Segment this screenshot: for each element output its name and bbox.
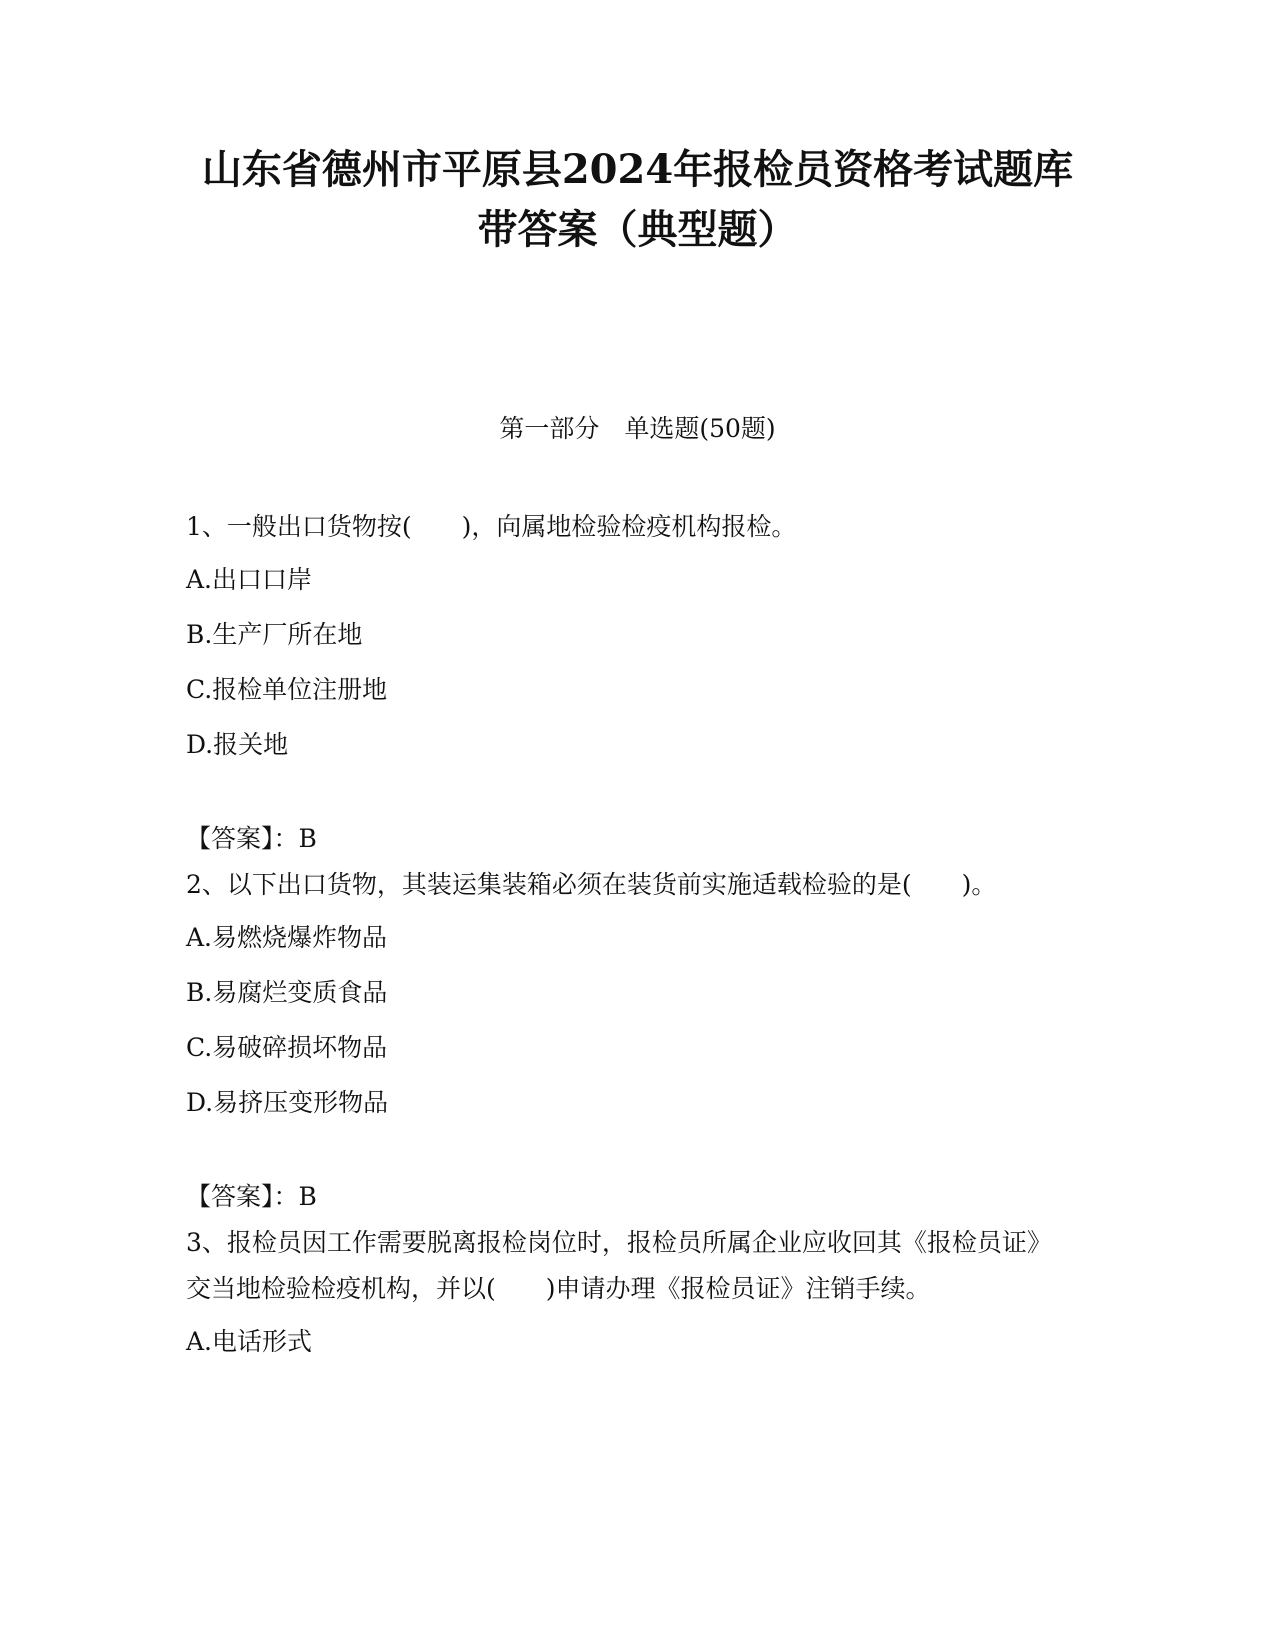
section-heading: 第一部分 单选题(50题)	[499, 414, 776, 443]
answer-line: 【答案】：B	[186, 1182, 317, 1211]
option-a: A.电话形式	[186, 1327, 313, 1356]
option-c: C.报检单位注册地	[186, 675, 388, 704]
question-list	[186, 510, 1076, 1380]
answer-line: 【答案】：B	[186, 824, 317, 853]
title-line-1: 山东省德州市平原县2024年报检员资格考试题库	[201, 146, 1074, 193]
question-3	[186, 1220, 1076, 1359]
title-line-2: 带答案（典型题）	[477, 206, 798, 253]
option-c: C.易破碎损坏物品	[186, 1033, 388, 1062]
option-a: A.出口口岸	[186, 565, 313, 594]
question-stem: 1、一般出口货物按( )，向属地检验检疫机构报检。	[186, 512, 797, 541]
option-b: B.易腐烂变质食品	[186, 978, 388, 1007]
question-stem: 2、以下出口货物，其装运集装箱必须在装货前实施适载检验的是( )。	[186, 870, 997, 899]
option-d: D.易挤压变形物品	[186, 1088, 389, 1117]
document-title	[0, 140, 1275, 260]
option-d: D.报关地	[186, 730, 289, 759]
question-2	[186, 862, 1076, 1214]
question-1	[186, 510, 1076, 856]
question-stem: 3、报检员因工作需要脱离报检岗位时，报检员所属企业应收回其《报检员证》交当地检验检疫机构，并以( )申请办理《报检员证》注销手续。	[186, 1228, 1052, 1303]
option-a: A.易燃烧爆炸物品	[186, 923, 388, 952]
option-b: B.生产厂所在地	[186, 620, 363, 649]
